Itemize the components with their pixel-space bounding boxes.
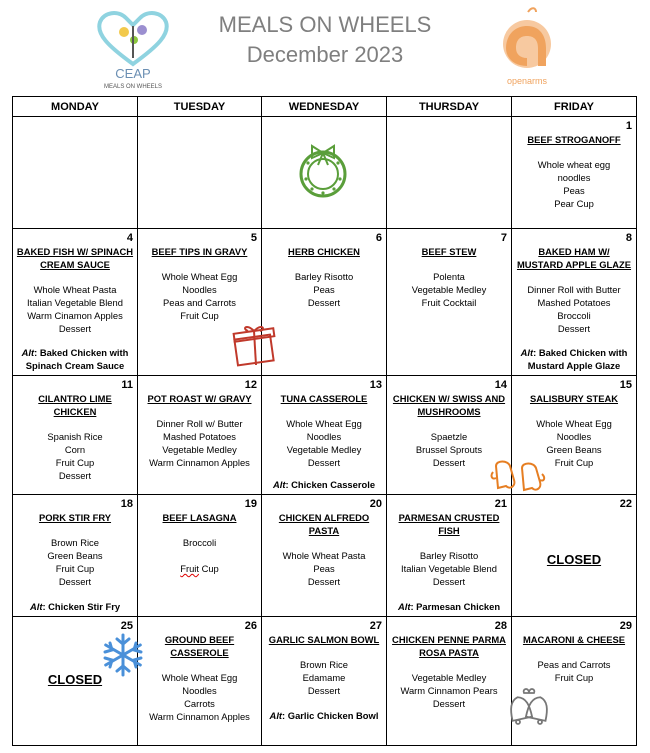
closed-label: CLOSED bbox=[47, 672, 103, 687]
day-cell-28 bbox=[387, 617, 512, 746]
main-meal: PARMESAN CRUSTED FISH bbox=[398, 512, 500, 536]
side-dishes: Whole Wheat Egg Noodles Peas and Carrots Fruit Cup bbox=[161, 271, 238, 321]
alternate-meal: Alt: Baked Chicken with Spinach Cream Sauce bbox=[21, 347, 129, 371]
side-dishes: Whole Wheat Egg Noodles Green Beans Fruit Cup bbox=[536, 418, 612, 468]
calendar-table bbox=[12, 96, 637, 746]
side-dishes: Barley Risotto Peas Dessert bbox=[294, 271, 354, 308]
week-row-1 bbox=[13, 117, 637, 229]
day-number: 28 bbox=[494, 620, 507, 632]
header bbox=[0, 0, 650, 96]
day-number: 19 bbox=[244, 498, 257, 510]
day-cell-15 bbox=[512, 376, 637, 495]
week-row-5 bbox=[13, 617, 637, 746]
day-number: 26 bbox=[244, 620, 257, 632]
side-dishes: Spaetzle Brussel Sprouts Dessert bbox=[415, 431, 483, 468]
day-cell-1 bbox=[512, 117, 637, 229]
side-dishes: Barley Risotto Italian Vegetable Blend Dessert bbox=[401, 550, 497, 587]
day-cell-27 bbox=[262, 617, 387, 746]
closed-label: CLOSED bbox=[546, 552, 602, 567]
alternate-meal: Alt: Garlic Chicken Bowl bbox=[269, 710, 379, 721]
day-cell-8 bbox=[512, 229, 637, 376]
week-row-4 bbox=[13, 495, 637, 617]
day-cell-12 bbox=[138, 376, 262, 495]
side-dishes: Whole Wheat Egg Noodles Carrots Warm Cinnamon Apples bbox=[149, 672, 250, 722]
day-number: 1 bbox=[625, 120, 632, 132]
main-meal: GARLIC SALMON BOWL bbox=[268, 634, 380, 645]
day-cell-6 bbox=[262, 229, 387, 376]
alternate-meal: Alt: Parmesan Chicken bbox=[397, 601, 501, 612]
svg-text:MEALS ON WHEELS: MEALS ON WHEELS bbox=[103, 84, 163, 90]
day-cell-29 bbox=[512, 617, 637, 746]
side-dishes: Peas and Carrots Fruit Cup bbox=[537, 659, 611, 683]
side-dishes: Whole Wheat Pasta Peas Dessert bbox=[282, 550, 366, 587]
day-number: 25 bbox=[120, 620, 133, 632]
main-meal: BEEF LASAGNA bbox=[162, 512, 237, 523]
week-row-3 bbox=[13, 376, 637, 495]
day-number: 11 bbox=[121, 379, 133, 391]
main-meal: MACARONI & CHEESE bbox=[522, 634, 626, 645]
side-dishes: Whole Wheat Pasta Italian Vegetable Blend Warm Cinamon Apples Dessert bbox=[27, 284, 123, 334]
day-cell-25 bbox=[13, 617, 138, 746]
day-cell-5 bbox=[138, 229, 262, 376]
day-cell-20 bbox=[262, 495, 387, 617]
svg-text:CEAP: CEAP bbox=[115, 66, 151, 81]
side-dishes: Whole wheat egg noodles Peas Pear Cup bbox=[537, 159, 611, 209]
wreath-icon bbox=[292, 139, 354, 201]
day-cell-7 bbox=[387, 229, 512, 376]
weekday-header-row bbox=[13, 97, 637, 117]
main-meal: BEEF STROGANOFF bbox=[527, 134, 621, 145]
main-meal: GROUND BEEF CASSEROLE bbox=[164, 634, 235, 658]
main-meal: BAKED HAM W/ MUSTARD APPLE GLAZE bbox=[516, 246, 632, 270]
week-row-2 bbox=[13, 229, 637, 376]
main-meal: CHICKEN ALFREDO PASTA bbox=[278, 512, 370, 536]
main-meal: PORK STIR FRY bbox=[38, 512, 112, 523]
side-dishes: Spanish Rice Corn Fruit Cup Dessert bbox=[47, 431, 103, 481]
day-number: 14 bbox=[494, 379, 507, 391]
day-number: 21 bbox=[494, 498, 507, 510]
side-dishes: Vegetable Medley Warm Cinnamon Pears Dessert bbox=[400, 672, 498, 709]
day-cell-empty bbox=[387, 117, 512, 229]
side-dishes: Dinner Roll with Butter Mashed Potatoes Broccoli Dessert bbox=[527, 284, 621, 334]
day-cell-21 bbox=[387, 495, 512, 617]
day-number: 13 bbox=[369, 379, 382, 391]
day-number: 8 bbox=[625, 232, 632, 244]
day-cell-19 bbox=[138, 495, 262, 617]
day-cell-13 bbox=[262, 376, 387, 495]
day-cell-empty bbox=[138, 117, 262, 229]
day-cell-empty bbox=[13, 117, 138, 229]
alternate-meal: Alt: Chicken Stir Fry bbox=[29, 601, 121, 612]
day-number: 15 bbox=[619, 379, 632, 391]
weekday-wednesday: WEDNESDAY bbox=[262, 97, 387, 117]
alternate-meal: Alt: Chicken Casserole bbox=[272, 479, 376, 490]
main-meal: CHICKEN PENNE PARMA ROSA PASTA bbox=[392, 634, 506, 658]
weekday-friday: FRIDAY bbox=[512, 97, 637, 117]
main-meal: CILANTRO LIME CHICKEN bbox=[38, 393, 112, 417]
page-subtitle: December 2023 bbox=[246, 42, 404, 67]
main-meal: BEEF STEW bbox=[421, 246, 477, 257]
side-dishes: Broccoli Fruit Cup bbox=[180, 537, 219, 574]
day-number: 18 bbox=[120, 498, 133, 510]
side-dishes: Polenta Vegetable Medley Fruit Cocktail bbox=[411, 271, 487, 308]
mittens-icon bbox=[490, 458, 548, 498]
weekday-monday: MONDAY bbox=[13, 97, 138, 117]
day-number: 29 bbox=[619, 620, 632, 632]
day-number: 6 bbox=[375, 232, 382, 244]
day-number: 4 bbox=[126, 232, 133, 244]
main-meal: BAKED FISH W/ SPINACH CREAM SAUCE bbox=[16, 246, 134, 270]
weekday-tuesday: TUESDAY bbox=[138, 97, 262, 117]
day-number: 5 bbox=[250, 232, 257, 244]
main-meal: CHICKEN W/ SWISS AND MUSHROOMS bbox=[392, 393, 506, 417]
main-meal: POT ROAST W/ GRAVY bbox=[147, 393, 252, 404]
day-cell-4 bbox=[13, 229, 138, 376]
weekday-thursday: THURSDAY bbox=[387, 97, 512, 117]
day-number: 7 bbox=[500, 232, 507, 244]
day-cell-26 bbox=[138, 617, 262, 746]
day-number: 27 bbox=[369, 620, 382, 632]
alternate-meal: Alt: Baked Chicken with Mustard Apple Glaze bbox=[520, 347, 628, 371]
side-dishes: Whole Wheat Egg Noodles Vegetable Medley Dessert bbox=[286, 418, 362, 468]
bells-icon bbox=[502, 687, 556, 727]
day-cell-empty bbox=[262, 117, 387, 229]
day-number: 12 bbox=[244, 379, 257, 391]
day-cell-11 bbox=[13, 376, 138, 495]
day-number: 22 bbox=[619, 498, 632, 510]
day-cell-22 bbox=[512, 495, 637, 617]
page-title: MEALS ON WHEELS bbox=[218, 12, 432, 37]
main-meal: SALISBURY STEAK bbox=[529, 393, 619, 404]
openarms-logo bbox=[492, 4, 562, 90]
side-dishes: Dinner Roll w/ Butter Mashed Potatoes Vegetable Medley Warm Cinnamon Apples bbox=[149, 418, 250, 468]
main-meal: TUNA CASSEROLE bbox=[280, 393, 368, 404]
side-dishes: Brown Rice Green Beans Fruit Cup Dessert bbox=[47, 537, 103, 587]
svg-text:openarms: openarms bbox=[506, 76, 548, 86]
side-dishes: Brown Rice Edamame Dessert bbox=[300, 659, 348, 696]
main-meal: HERB CHICKEN bbox=[288, 246, 360, 257]
main-meal: BEEF TIPS IN GRAVY bbox=[151, 246, 248, 257]
day-cell-18 bbox=[13, 495, 138, 617]
day-number: 20 bbox=[369, 498, 382, 510]
